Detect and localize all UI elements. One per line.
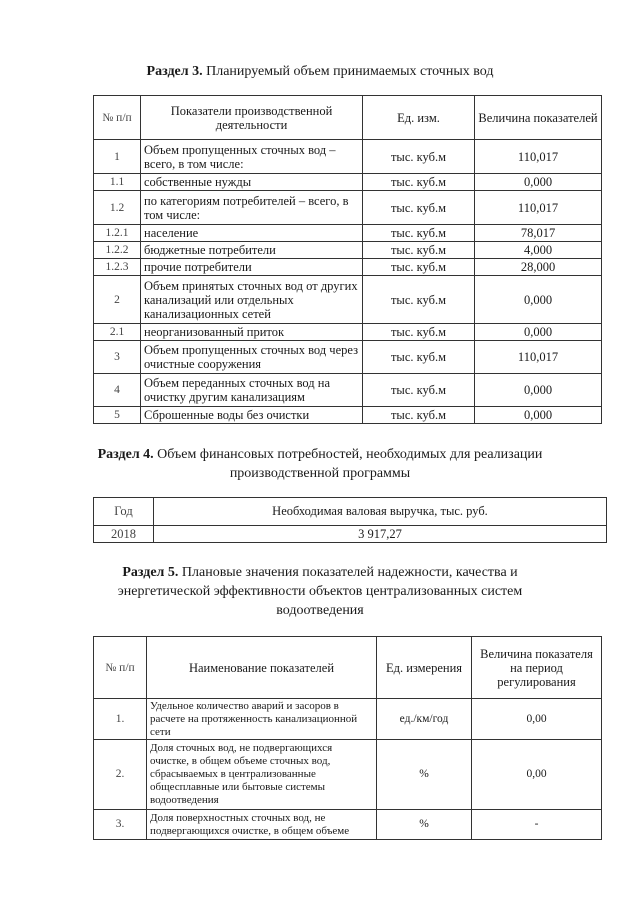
row-value: 28,000 bbox=[475, 259, 602, 276]
table-header-row bbox=[94, 498, 607, 526]
table-row bbox=[94, 174, 602, 191]
row-number: 4 bbox=[94, 374, 141, 407]
row-value: 0,000 bbox=[475, 324, 602, 341]
table-row bbox=[94, 324, 602, 341]
row-value: 0,00 bbox=[472, 740, 602, 810]
header-value: Величина показателей bbox=[475, 96, 602, 140]
header-indicator: Показатели производственной деятельности bbox=[141, 96, 363, 140]
table-row bbox=[94, 740, 602, 810]
row-unit: тыс. куб.м bbox=[363, 174, 475, 191]
row-name: бюджетные потребители bbox=[141, 242, 363, 259]
row-value: 0,000 bbox=[475, 407, 602, 424]
row-unit: % bbox=[377, 740, 472, 810]
header-unit: Ед. изм. bbox=[363, 96, 475, 140]
row-number: 3 bbox=[94, 341, 141, 374]
row-unit: тыс. куб.м bbox=[363, 276, 475, 324]
row-number: 1.2.1 bbox=[94, 225, 141, 242]
row-unit: тыс. куб.м bbox=[363, 374, 475, 407]
row-number: 5 bbox=[94, 407, 141, 424]
row-name: Объем пропущенных сточных вод – всего, в том числе: bbox=[141, 140, 363, 174]
header-revenue: Необходимая валовая выручка, тыс. руб. bbox=[154, 498, 607, 526]
row-name: прочие потребители bbox=[141, 259, 363, 276]
row-number: 1.2.2 bbox=[94, 242, 141, 259]
row-name: Объем принятых сточных вод от других канализаций или отдельных канализационных сетей bbox=[141, 276, 363, 324]
table-row bbox=[94, 225, 602, 242]
row-name: Сброшенные воды без очистки bbox=[141, 407, 363, 424]
section3-title: Раздел 3. Планируемый объем принимаемых сточных вод bbox=[146, 64, 494, 79]
row-unit: тыс. куб.м bbox=[363, 341, 475, 374]
row-number: 1.2 bbox=[94, 191, 141, 225]
table-header-row bbox=[94, 637, 602, 699]
row-number: 3. bbox=[94, 810, 147, 840]
row-name: Доля поверхностных сточных вод, не подвергающихся очистке, в общем объеме bbox=[147, 810, 377, 840]
row-number: 1. bbox=[94, 699, 147, 740]
header-unit: Ед. измерения bbox=[377, 637, 472, 699]
row-unit: тыс. куб.м bbox=[363, 324, 475, 341]
row-value: 0,000 bbox=[475, 374, 602, 407]
table-row bbox=[94, 191, 602, 225]
header-number: № п/п bbox=[94, 96, 141, 140]
row-name: Удельное количество аварий и засоров в расчете на протяженность канализационной сети bbox=[147, 699, 377, 740]
table-row bbox=[94, 276, 602, 324]
row-number: 2. bbox=[94, 740, 147, 810]
row-name: Объем переданных сточных вод на очистку другим канализациям bbox=[141, 374, 363, 407]
table-row bbox=[94, 810, 602, 840]
table-row bbox=[94, 140, 602, 174]
row-unit: тыс. куб.м bbox=[363, 225, 475, 242]
reliability-indicators-table bbox=[93, 636, 602, 840]
header-indicator-name: Наименование показателей bbox=[147, 637, 377, 699]
row-value: 110,017 bbox=[475, 140, 602, 174]
header-year: Год bbox=[94, 498, 154, 526]
table-row bbox=[94, 259, 602, 276]
section5-title: Раздел 5. Плановые значения показателей надежности, качества и энергетической эффективности объектов централизованных систем водоотведения bbox=[117, 565, 523, 618]
row-value: 78,017 bbox=[475, 225, 602, 242]
table-row bbox=[94, 242, 602, 259]
row-number: 1.1 bbox=[94, 174, 141, 191]
table-row bbox=[94, 341, 602, 374]
row-revenue: 3 917,27 bbox=[154, 526, 607, 543]
row-unit: тыс. куб.м bbox=[363, 242, 475, 259]
row-name: неорганизованный приток bbox=[141, 324, 363, 341]
table-row bbox=[94, 374, 602, 407]
table-row bbox=[94, 407, 602, 424]
row-unit: ед./км/год bbox=[377, 699, 472, 740]
section4-title: Раздел 4. Объем финансовых потребностей, необходимых для реализации производственной программы bbox=[97, 447, 543, 481]
row-name: собственные нужды bbox=[141, 174, 363, 191]
row-year: 2018 bbox=[94, 526, 154, 543]
row-name: население bbox=[141, 225, 363, 242]
header-number: № п/п bbox=[94, 637, 147, 699]
row-value: 110,017 bbox=[475, 341, 602, 374]
row-number: 1.2.3 bbox=[94, 259, 141, 276]
planned-wastewater-table bbox=[93, 95, 602, 424]
row-name: Доля сточных вод, не подвергающихся очистке, в общем объеме сточных вод, сбрасываемых в централизованные общесплавные или бытовые системы водоотведения bbox=[147, 740, 377, 810]
row-number: 2 bbox=[94, 276, 141, 324]
row-name: по категориям потребителей – всего, в том числе: bbox=[141, 191, 363, 225]
table-row bbox=[94, 526, 607, 543]
row-unit: % bbox=[377, 810, 472, 840]
table-row bbox=[94, 699, 602, 740]
row-unit: тыс. куб.м bbox=[363, 259, 475, 276]
header-value: Величина показателя на период регулирования bbox=[472, 637, 602, 699]
row-number: 2.1 bbox=[94, 324, 141, 341]
row-number: 1 bbox=[94, 140, 141, 174]
row-unit: тыс. куб.м bbox=[363, 191, 475, 225]
row-value: 0,000 bbox=[475, 174, 602, 191]
row-value: - bbox=[472, 810, 602, 840]
row-unit: тыс. куб.м bbox=[363, 407, 475, 424]
row-value: 0,000 bbox=[475, 276, 602, 324]
row-value: 0,00 bbox=[472, 699, 602, 740]
row-unit: тыс. куб.м bbox=[363, 140, 475, 174]
table-header-row bbox=[94, 96, 602, 140]
row-name: Объем пропущенных сточных вод через очистные сооружения bbox=[141, 341, 363, 374]
row-value: 110,017 bbox=[475, 191, 602, 225]
row-value: 4,000 bbox=[475, 242, 602, 259]
financial-needs-table bbox=[93, 497, 607, 543]
